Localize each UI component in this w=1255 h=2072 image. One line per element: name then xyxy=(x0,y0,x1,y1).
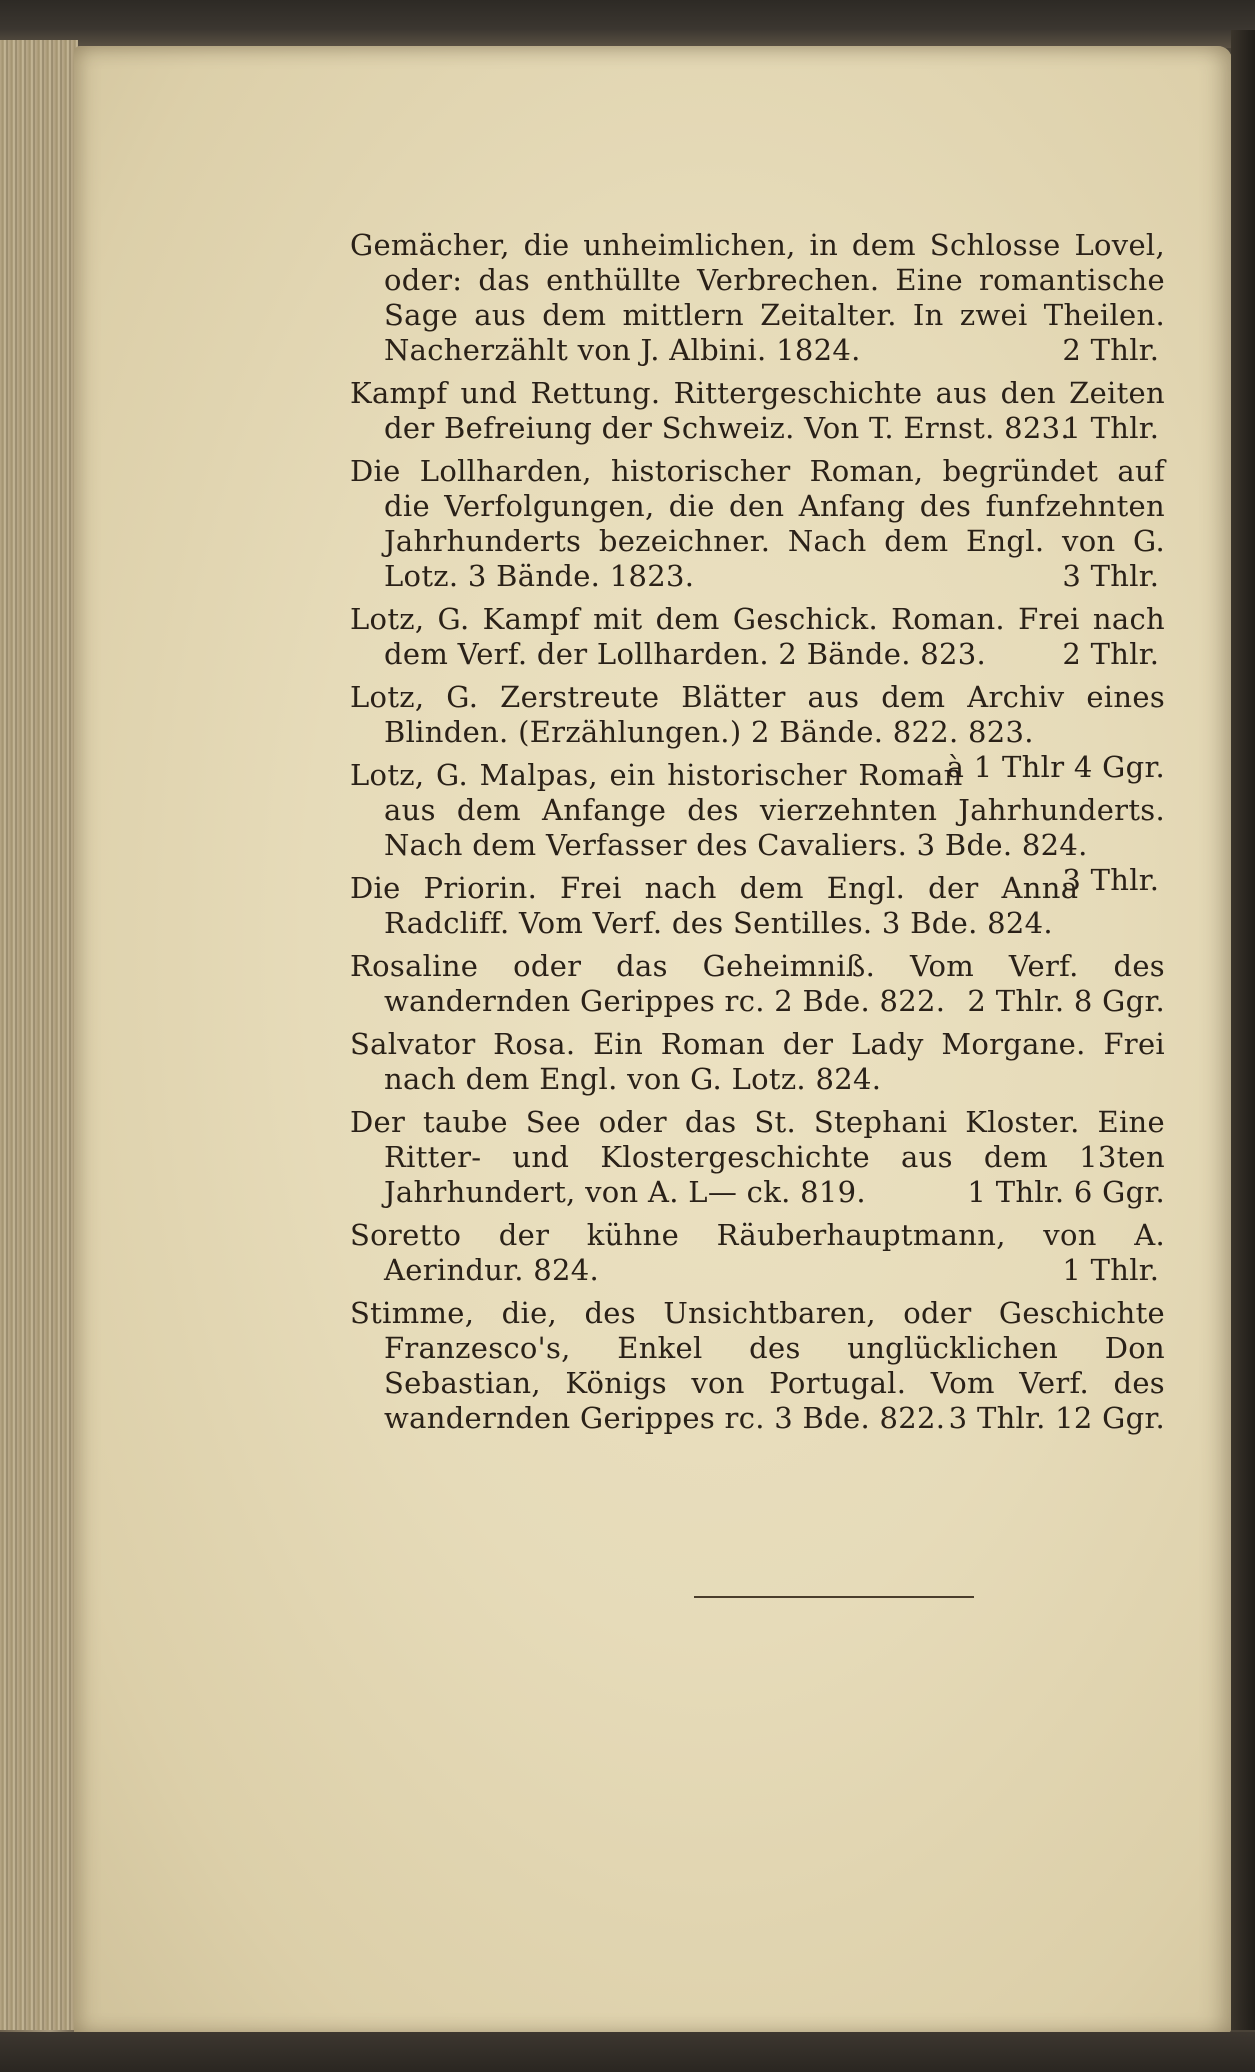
entry-price: 1 Thlr. xyxy=(1062,411,1160,445)
page-stack-edge xyxy=(0,40,78,2030)
catalog-list xyxy=(350,228,1165,1444)
entry-text: Salvator Rosa. Ein Roman der Lady Morgane. Frei nach dem Engl. von G. Lotz. 824. xyxy=(350,1027,1165,1096)
entry-text: Die Lollharden, historischer Roman, begründet auf die Verfolgungen, die den Anfang des funfzehnten Jahrhunderts bezeichner. Nach dem Engl. von G. Lotz. 3 Bände. 1823. xyxy=(350,454,1165,593)
entry-text: Soretto der kühne Räuberhauptmann, von A. Aerindur. 824. xyxy=(350,1218,1165,1287)
entry-text: Kampf und Rettung. Rittergeschichte aus den Zeiten der Befreiung der Schweiz. Von T. Ernst. 823. xyxy=(350,376,1165,445)
catalog-entry xyxy=(350,1105,1165,1210)
entry-text: Rosaline oder das Geheimniß. Vom Verf. des wandernden Gerippes rc. 2 Bde. 822. xyxy=(350,949,1165,1018)
catalog-entry xyxy=(350,1296,1165,1436)
book-top-edge xyxy=(0,0,1255,48)
entry-price: 3 Thlr. xyxy=(1062,559,1160,593)
entry-price: 2 Thlr. xyxy=(1062,333,1160,367)
entry-price: 1 Thlr. 6 Ggr. xyxy=(967,1175,1165,1209)
catalog-entry xyxy=(350,871,1165,941)
book-right-edge xyxy=(1231,30,1255,2030)
entry-text: Stimme, die, des Unsichtbaren, oder Geschichte Franzesco's, Enkel des unglücklichen Don Sebastian, Königs von Portugal. Vom Verf. des wandernden Gerippes rc. 3 Bde. 822. xyxy=(350,1296,1165,1435)
entry-text: Die Priorin. Frei nach dem Engl. der Anna Radcliff. Vom Verf. des Sentilles. 3 Bde. 824. xyxy=(350,871,1079,940)
catalog-entry xyxy=(350,454,1165,594)
entry-price: 3 Thlr. xyxy=(1062,863,1160,897)
section-divider-rule xyxy=(694,1596,974,1598)
entry-price: à 1 Thlr 4 Ggr. xyxy=(946,750,1165,784)
entry-text: Lotz, G. Kampf mit dem Geschick. Roman. Frei nach dem Verf. der Lollharden. 2 Bände. 823. xyxy=(350,602,1165,671)
catalog-entry xyxy=(350,228,1165,368)
catalog-entry xyxy=(350,1027,1165,1097)
catalog-entry xyxy=(350,376,1165,446)
catalog-entry xyxy=(350,758,1165,897)
entry-text: Gemächer, die unheimlichen, in dem Schlosse Lovel, oder: das enthüllte Verbrechen. Eine romantische Sage aus dem mittlern Zeitalter. In zwei Theilen. Nacherzählt von J. Albini. 1824. xyxy=(350,228,1165,367)
book-page xyxy=(74,46,1232,2036)
catalog-entry xyxy=(350,949,1165,1019)
entry-price: 1 Thlr. xyxy=(1062,1253,1160,1287)
entry-text: Lotz, G. Zerstreute Blätter aus dem Archiv eines Blinden. (Erzählungen.) 2 Bände. 822. 823. xyxy=(350,680,1165,749)
catalog-entry xyxy=(350,1218,1165,1288)
book-bottom-edge xyxy=(0,2032,1255,2072)
entry-price: 2 Thlr. xyxy=(1062,637,1160,671)
entry-price: 3 Thlr. 12 Ggr. xyxy=(948,1401,1165,1435)
entry-text: Der taube See oder das St. Stephani Kloster. Eine Ritter- und Klostergeschichte aus dem 13ten Jahrhundert, von A. L— ck. 819. xyxy=(350,1105,1165,1209)
catalog-entry xyxy=(350,602,1165,672)
catalog-entry xyxy=(350,680,1165,784)
entry-text: Lotz, G. Malpas, ein historischer Roman aus dem Anfange des vierzehnten Jahrhunderts. Nach dem Verfasser des Cavaliers. 3 Bde. 824. xyxy=(350,758,1165,862)
entry-price: 2 Thlr. 8 Ggr. xyxy=(967,984,1165,1018)
